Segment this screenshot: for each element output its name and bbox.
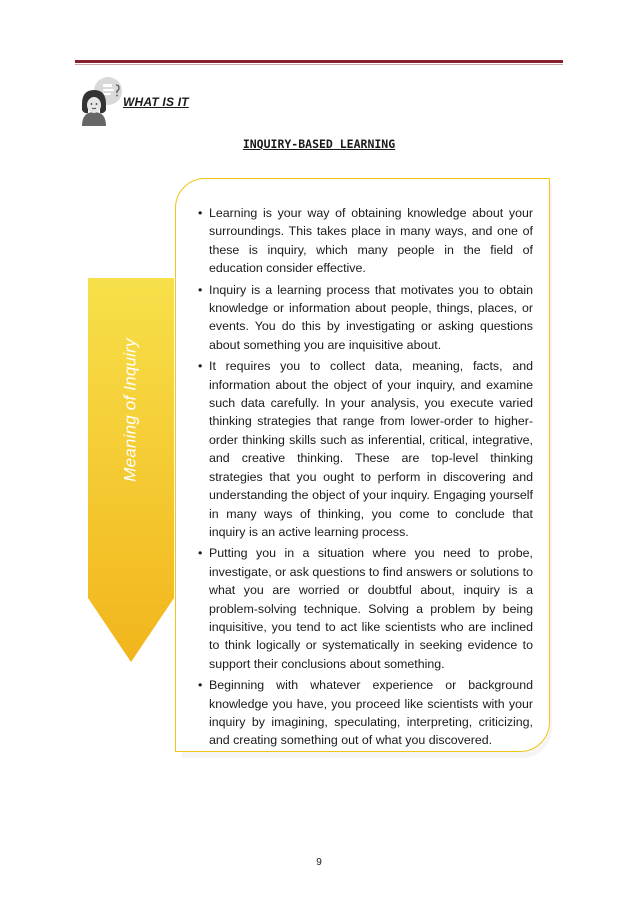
- page-title: INQUIRY-BASED LEARNING: [242, 137, 396, 151]
- list-item: • Inquiry is a learning process that motivates you to obtain knowledge or information about people, things, places, or events. You do this by investigating or asking questions about something you are inquisitive about.: [199, 281, 533, 355]
- section-heading: WHAT IS IT: [123, 95, 189, 109]
- list-item: • Beginning with whatever experience or background knowledge you have, you proceed like scientists with your inquiry by imagining, speculating, interpreting, criticizing, and creating something out of what you discovered.: [199, 676, 533, 750]
- thinking-girl-icon: [76, 76, 124, 126]
- ribbon-label: [89, 280, 173, 540]
- top-rule: [75, 60, 563, 63]
- list-item: • It requires you to collect data, meaning, facts, and information about the object of your inquiry, and examine such data carefully. In your analysis, you execute varied thinking strategies that range from lower-order to higher-order thinking skills such as inferential, critical, integrative, and creative thinking. These are top-level thinking strategies that you ought to perform in discovering and understanding the object of your inquiry. Engaging yourself in many ways of thinking, you come to conclude that inquiry is an active learning process.: [199, 357, 533, 541]
- sidebar-label: Meaning of Inquiry: [121, 338, 140, 482]
- list-item: • Learning is your way of obtaining knowledge about your surroundings. This takes place in many ways, and one of these is inquiry, which many people in the field of education consider effective.: [199, 204, 533, 278]
- list-item: • Putting you in a situation where you need to probe, investigate, or ask questions to find answers or solutions to what you are worried or doubtful about, inquiry is a problem-solving technique. Solving a problem by being inquisitive, you tend to act like scientists who are inclined to think logically or systematically in seeking evidence to support their conclusions about something.: [199, 544, 533, 673]
- page-number: 9: [316, 857, 322, 868]
- bullet-list: [199, 204, 533, 753]
